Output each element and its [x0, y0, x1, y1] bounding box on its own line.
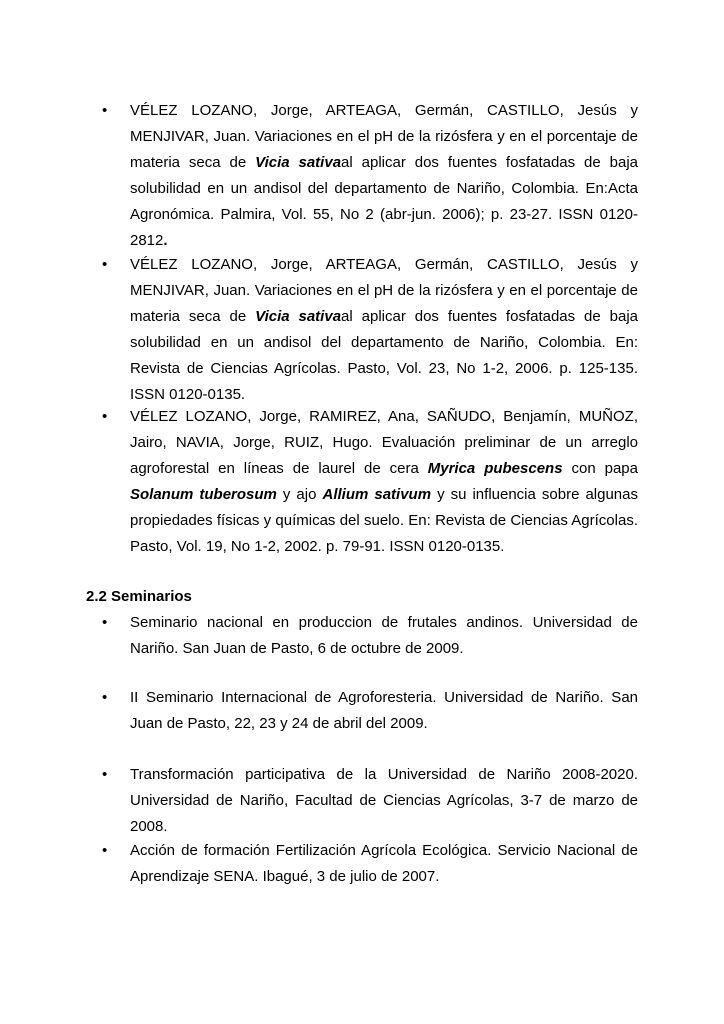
text-segment: y su influencia sobre algunas propiedades físicas y químicas del suelo. En: Revista de Ciencias Agrícolas. Pasto, Vol. 19, No 1-2, 2002. p. 79-91. ISSN 0120-0135.	[130, 486, 638, 555]
species-name: Allium sativum	[322, 486, 432, 503]
bullet: •	[102, 766, 108, 783]
bullet: •	[102, 102, 108, 119]
text-segment: al aplicar dos fuentes fosfatadas de baja solubilidad en un andisol del departamento de Nariño, Colombia. En:Acta Agronómica. Palmira, Vol. 55, No 2 (abr-jun. 2006); p. 23-27. ISSN 0120-2812	[130, 154, 639, 249]
species-name: Vicia sativa	[255, 308, 342, 325]
bullet: •	[102, 842, 108, 859]
seminar-text: Acción de formación Fertilización Agrícola Ecológica. Servicio Nacional de Aprendizaje SENA. Ibagué, 3 de julio de 2007.	[130, 842, 638, 885]
publication-text	[130, 98, 638, 254]
section-heading-seminarios: 2.2 Seminarios	[86, 588, 192, 605]
species-name: Solanum tuberosum	[130, 486, 277, 503]
text-segment: VÉLEZ LOZANO, Jorge, RAMIREZ, Ana, SAÑUDO, Benjamín, MUÑOZ, Jairo, NAVIA, Jorge, RUIZ, Hugo. Evaluación preliminar de un arreglo agroforestal en líneas de laurel de cera	[130, 408, 638, 477]
bullet: •	[102, 256, 108, 273]
species-name: Vicia sativa	[255, 154, 342, 171]
publication-text	[130, 404, 638, 560]
publication-text	[130, 252, 638, 408]
bullet: •	[102, 689, 108, 706]
species-name: Myrica pubescens	[427, 460, 563, 477]
seminar-text: II Seminario Internacional de Agroforesteria. Universidad de Nariño. San Juan de Pasto, 22, 23 y 24 de abril del 2009.	[130, 689, 638, 732]
text-segment: y ajo	[276, 486, 323, 503]
bullet: •	[102, 408, 108, 425]
seminar-text: Transformación participativa de la Universidad de Nariño 2008-2020. Universidad de Nariño, Facultad de Ciencias Agrícolas, 3-7 de marzo de 2008.	[130, 766, 638, 835]
text-segment: VÉLEZ LOZANO, Jorge, ARTEAGA, Germán, CASTILLO, Jesús y MENJIVAR, Juan. Variaciones en el pH de la rizósfera y en el porcentaje de materia seca de	[130, 102, 638, 171]
seminar-text: Seminario nacional en produccion de frutales andinos. Universidad de Nariño. San Juan de Pasto, 6 de octubre de 2009.	[130, 614, 638, 657]
bullet: •	[102, 614, 108, 631]
text-segment: con papa	[562, 460, 638, 477]
text-segment: VÉLEZ LOZANO, Jorge, ARTEAGA, Germán, CASTILLO, Jesús y MENJIVAR, Juan. Variaciones en el pH de la rizósfera y en el porcentaje de materia seca de	[130, 256, 638, 325]
text-segment: .	[163, 232, 168, 249]
text-segment: al aplicar dos fuentes fosfatadas de baja solubilidad en un andisol del departamento de Nariño, Colombia. En: Revista de Ciencias Agrícolas. Pasto, Vol. 23, No 1-2, 2006. p. 125-135. ISSN 0120-0135.	[130, 308, 639, 403]
